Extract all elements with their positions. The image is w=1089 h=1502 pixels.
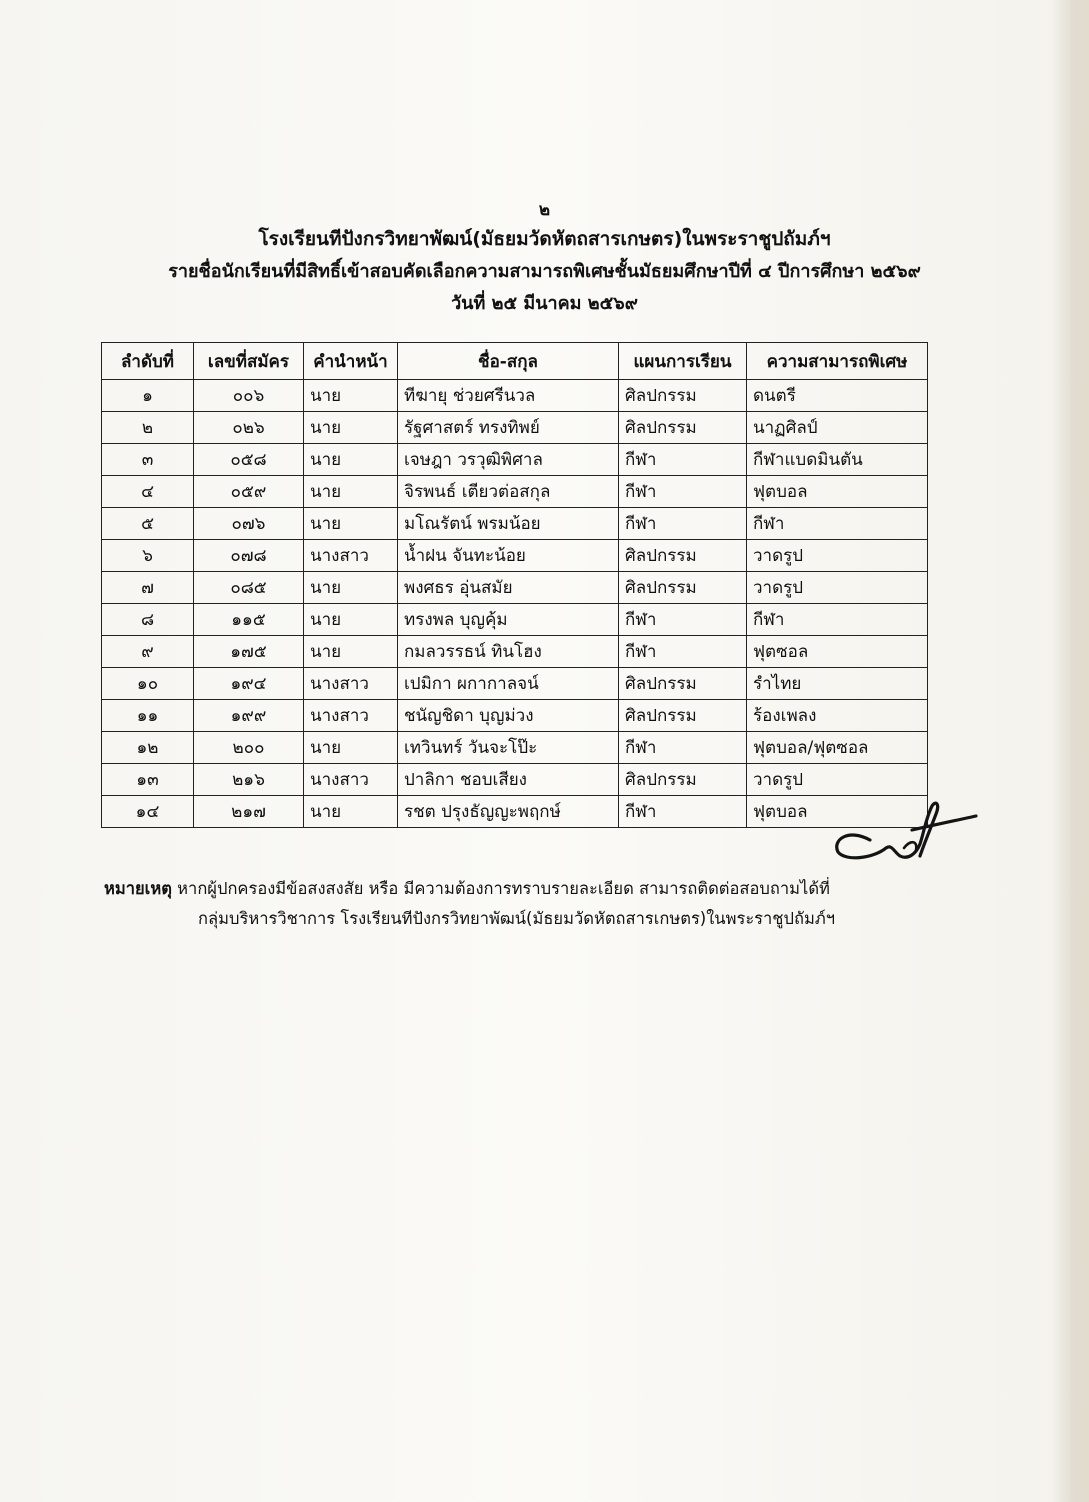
student-roster-table xyxy=(101,342,928,828)
cell-title: นางสาว xyxy=(304,764,398,796)
cell-order: ๑๔ xyxy=(102,796,194,828)
cell-special-ability: ฟุตบอล/ฟุตซอล xyxy=(747,732,928,764)
cell-special-ability: กีฬา xyxy=(747,508,928,540)
col-header-special-ability: ความสามารถพิเศษ xyxy=(747,343,928,380)
announcement-date: วันที่ ๒๕ มีนาคม ๒๕๖๙ xyxy=(451,293,638,314)
cell-application-no: ๑๗๕ xyxy=(194,636,304,668)
table-row xyxy=(102,604,928,636)
cell-study-plan: กีฬา xyxy=(619,444,747,476)
cell-title: นาย xyxy=(304,380,398,412)
table-row xyxy=(102,476,928,508)
cell-application-no: ๐๐๖ xyxy=(194,380,304,412)
cell-application-no: ๐๗๘ xyxy=(194,540,304,572)
cell-special-ability: รำไทย xyxy=(747,668,928,700)
cell-title: นาย xyxy=(304,636,398,668)
cell-title: นาย xyxy=(304,796,398,828)
cell-study-plan: ศิลปกรรม xyxy=(619,412,747,444)
table-row xyxy=(102,668,928,700)
cell-application-no: ๒๑๗ xyxy=(194,796,304,828)
cell-name: รัฐศาสตร์ ทรงทิพย์ xyxy=(398,412,619,444)
col-header-study-plan: แผนการเรียน xyxy=(619,343,747,380)
table-row xyxy=(102,796,928,828)
cell-application-no: ๑๙๔ xyxy=(194,668,304,700)
cell-title: นางสาว xyxy=(304,668,398,700)
col-header-name: ชื่อ-สกุล xyxy=(398,343,619,380)
cell-order: ๙ xyxy=(102,636,194,668)
table-row xyxy=(102,380,928,412)
remark-line-1: หากผู้ปกครองมีข้อสงสงสัย หรือ มีความต้องการทราบรายละเอียด สามารถติดต่อสอบถามได้ที่ xyxy=(177,879,830,898)
cell-order: ๔ xyxy=(102,476,194,508)
cell-name: ทีฆายุ ช่วยศรีนวล xyxy=(398,380,619,412)
col-header-application-no: เลขที่สมัคร xyxy=(194,343,304,380)
table-row xyxy=(102,540,928,572)
cell-order: ๓ xyxy=(102,444,194,476)
cell-order: ๑๑ xyxy=(102,700,194,732)
table-body xyxy=(102,380,928,828)
cell-study-plan: ศิลปกรรม xyxy=(619,380,747,412)
cell-order: ๕ xyxy=(102,508,194,540)
cell-name: จิรพนธ์ เตียวต่อสกุล xyxy=(398,476,619,508)
table-row xyxy=(102,636,928,668)
cell-title: นาย xyxy=(304,444,398,476)
cell-title: นาย xyxy=(304,732,398,764)
cell-special-ability: ดนตรี xyxy=(747,380,928,412)
col-header-title: คำนำหน้า xyxy=(304,343,398,380)
cell-title: นาย xyxy=(304,476,398,508)
table-row xyxy=(102,700,928,732)
cell-special-ability: ร้องเพลง xyxy=(747,700,928,732)
cell-name: กมลวรรธน์ ทินโฮง xyxy=(398,636,619,668)
cell-name: ปาลิกา ชอบเสียง xyxy=(398,764,619,796)
remark-note xyxy=(104,874,1004,934)
cell-order: ๑๓ xyxy=(102,764,194,796)
cell-study-plan: กีฬา xyxy=(619,508,747,540)
cell-name: เทวินทร์ วันจะโป๊ะ xyxy=(398,732,619,764)
cell-special-ability: กีฬา xyxy=(747,604,928,636)
table-row xyxy=(102,412,928,444)
cell-order: ๖ xyxy=(102,540,194,572)
col-header-order: ลำดับที่ xyxy=(102,343,194,380)
cell-study-plan: ศิลปกรรม xyxy=(619,700,747,732)
table-row xyxy=(102,572,928,604)
cell-application-no: ๐๗๖ xyxy=(194,508,304,540)
cell-study-plan: กีฬา xyxy=(619,732,747,764)
cell-application-no: ๐๕๙ xyxy=(194,476,304,508)
cell-study-plan: กีฬา xyxy=(619,476,747,508)
cell-title: นาย xyxy=(304,412,398,444)
cell-special-ability: ฟุตบอล xyxy=(747,796,928,828)
cell-order: ๒ xyxy=(102,412,194,444)
cell-special-ability: วาดรูป xyxy=(747,540,928,572)
cell-name: รชต ปรุงธัญญะพฤกษ์ xyxy=(398,796,619,828)
cell-special-ability: นาฏศิลป์ xyxy=(747,412,928,444)
cell-order: ๗ xyxy=(102,572,194,604)
cell-special-ability: วาดรูป xyxy=(747,572,928,604)
cell-order: ๑ xyxy=(102,380,194,412)
cell-order: ๑๒ xyxy=(102,732,194,764)
cell-application-no: ๒๐๐ xyxy=(194,732,304,764)
table-row xyxy=(102,508,928,540)
cell-name: พงศธร อุ่นสมัย xyxy=(398,572,619,604)
cell-order: ๑๐ xyxy=(102,668,194,700)
school-name: โรงเรียนทีปังกรวิทยาพัฒน์(มัธยมวัดหัตถสารเกษตร)ในพระราชูปถัมภ์ฯ xyxy=(258,228,831,250)
cell-study-plan: ศิลปกรรม xyxy=(619,540,747,572)
table-row xyxy=(102,732,928,764)
list-title: รายชื่อนักเรียนที่มีสิทธิ์เข้าสอบคัดเลือกความสามารถพิเศษชั้นมัธยมศึกษาปีที่ ๔ ปีการศึกษา ๒๕๖๙ xyxy=(168,261,921,282)
cell-special-ability: ฟุตบอล xyxy=(747,476,928,508)
cell-name: เปมิกา ผกากาลจน์ xyxy=(398,668,619,700)
cell-title: นางสาว xyxy=(304,540,398,572)
cell-application-no: ๑๑๕ xyxy=(194,604,304,636)
cell-special-ability: วาดรูป xyxy=(747,764,928,796)
cell-study-plan: ศิลปกรรม xyxy=(619,572,747,604)
table-row xyxy=(102,764,928,796)
cell-application-no: ๐๕๘ xyxy=(194,444,304,476)
page-number: ๒ xyxy=(538,200,551,220)
cell-special-ability: ฟุตซอล xyxy=(747,636,928,668)
cell-name: น้ำฝน จันทะน้อย xyxy=(398,540,619,572)
remark-line-2: กลุ่มบริหารวิชาการ โรงเรียนทีปังกรวิทยาพัฒน์(มัธยมวัดหัตถสารเกษตร)ในพระราชูปถัมภ์ฯ xyxy=(198,909,835,928)
table-row xyxy=(102,444,928,476)
cell-name: ชนัญชิดา บุญม่วง xyxy=(398,700,619,732)
cell-title: นางสาว xyxy=(304,700,398,732)
signature-mark xyxy=(828,800,978,862)
cell-study-plan: กีฬา xyxy=(619,604,747,636)
table-header-row xyxy=(102,343,928,380)
cell-order: ๘ xyxy=(102,604,194,636)
cell-title: นาย xyxy=(304,508,398,540)
cell-name: เจษฎา วรวุฒิพิศาล xyxy=(398,444,619,476)
cell-title: นาย xyxy=(304,572,398,604)
cell-study-plan: ศิลปกรรม xyxy=(619,764,747,796)
cell-study-plan: ศิลปกรรม xyxy=(619,668,747,700)
cell-application-no: ๒๑๖ xyxy=(194,764,304,796)
cell-application-no: ๑๙๙ xyxy=(194,700,304,732)
cell-application-no: ๐๒๖ xyxy=(194,412,304,444)
cell-name: มโณรัตน์ พรมน้อย xyxy=(398,508,619,540)
remark-label: หมายเหตุ xyxy=(104,879,172,898)
cell-title: นาย xyxy=(304,604,398,636)
cell-name: ทรงพล บุญคุ้ม xyxy=(398,604,619,636)
cell-study-plan: กีฬา xyxy=(619,636,747,668)
cell-study-plan: กีฬา xyxy=(619,796,747,828)
cell-special-ability: กีฬาแบดมินตัน xyxy=(747,444,928,476)
cell-application-no: ๐๘๕ xyxy=(194,572,304,604)
